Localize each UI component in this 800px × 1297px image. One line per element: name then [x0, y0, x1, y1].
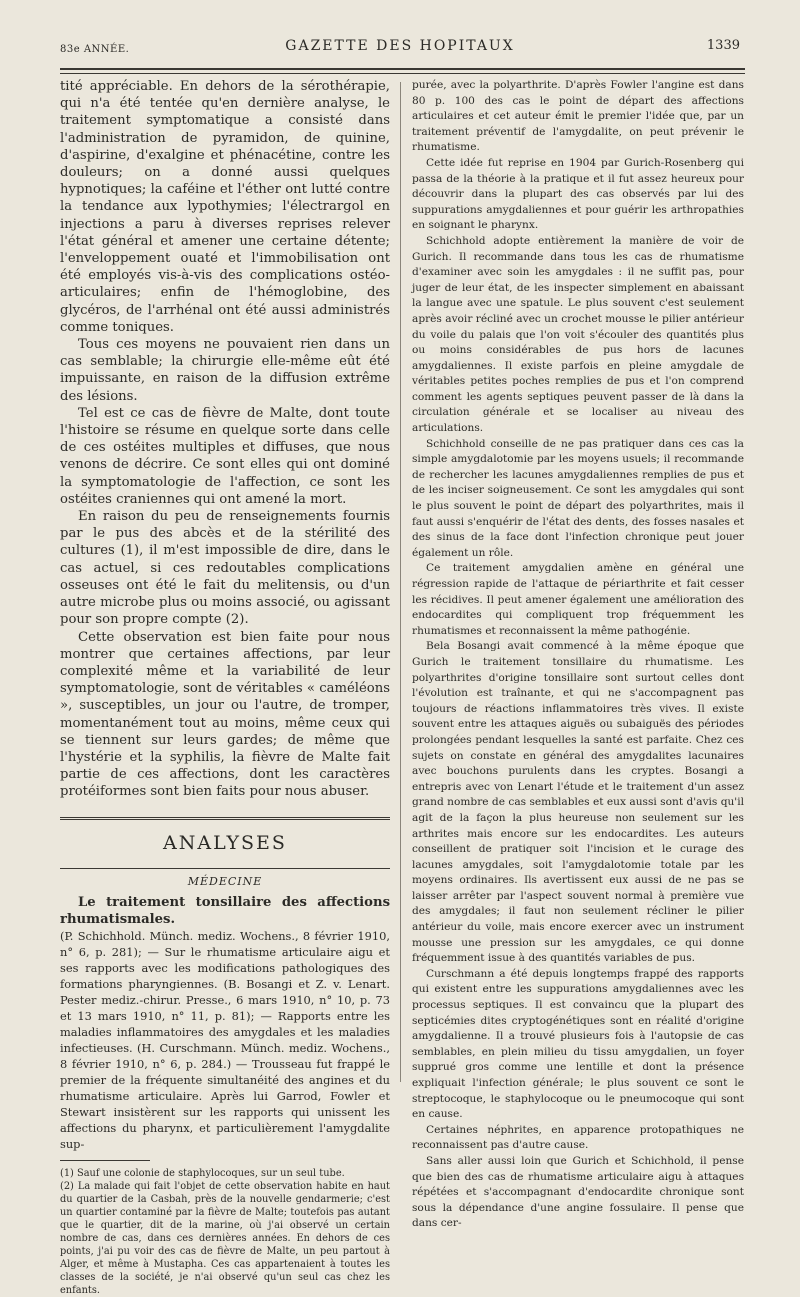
section-title: ANALYSES	[163, 831, 287, 854]
right-paragraph-6: Bela Bosangi avait commencé à la même époque que Gurich le traitement tonsillaire du rhumatisme. Les polyarthrites d'origine tonsillaire sont surtout celles dont l'évolution est traînante, et qui ne s'accompagnent pas toujours de réactions inflammatoires très vives. Il existe souvent entre les attaques aiguës ou subaiguës des périodes prolongées pendant lesquelles la santé est parfaite. Chez ces sujets on constate en général des amygdalites lacunaires avec bouchons purulents dans les cryptes. Bosangi a entrepris avec von Lenart l'étude et le traitement d'un assez grand nombre de cas semblables et eux aussi sont d'avis qu'il agit de la façon la plus heureuse non seulement sur les arthrites mais encore sur les endocardites. Les auteurs conseillent de pratiquer soit l'incision et le curage des lacunes amygdales, soit l'amygdalotomie totale par les moyens ordinaires. Ils avertissent eux aussi de ne pas se laisser arrêter par l'aspect souvent normal à première vue des amygdales; il faut non seulement récliner le pilier antérieur du voile, mais encore exercer avec un instrument mousse une pression sur les amygdales, ce qui donne fréquemment issue à des quantités variables de pus.	[412, 640, 744, 965]
right-paragraph-9: Sans aller aussi loin que Gurich et Schichhold, il pense que bien des cas de rhumatisme articulaire aigu à attaques répétées et s'accompagnant d'endocardite chronique sont sous la dépendance d'une angine fossulaire. Il pense que dans cer-	[412, 1154, 744, 1230]
right-paragraph-5: Ce traitement amygdalien amène en général une régression rapide de l'attaque de périarthrite et fait cesser les récidives. Il peut amener également une amélioration des endocardites qui compliquent trop fréquemment les rhumatismes et reconnaissent la même pathogénie.	[412, 562, 744, 637]
right-paragraph-2: Cette idée fut reprise en 1904 par Gurich-Rosenberg qui passa de la théorie à la pratique et il fut assez heureux pour découvrir dans la plupart des cas observés par lui des suppurations amygdaliennes et pour guérir les arthropathies en soignant le pharynx.	[412, 156, 744, 232]
right-paragraph-3: Schichhold adopte entièrement la manière de voir de Gurich. Il recommande dans tous les cas de rhumatisme d'examiner avec soin les amygdales : il ne suffit pas, pour juger de leur état, de les inspecter simplement en abaissant la langue avec une spatule. Le plus souvent c'est seulement après avoir récliné avec un crochet mousse le pilier antérieur du voile du palais que l'on voit s'écouler des quantités plus ou moins considérables de pus hors de lacunes amygdaliennes. Il existe parfois en pleine amygdale de véritables petites poches remplies de pus et l'on comprend comment les agents septiques peuvent passer de là dans la circulation générale et se localiser au niveau des articulations.	[412, 234, 744, 435]
right-paragraph-1: purée, avec la polyarthrite. D'après Fowler l'angine est dans 80 p. 100 des cas le point de départ des affections articulaires et cet auteur émit le premier l'idée que, par un traitement préventif de l'amygdalite, on peut prévenir le rhumatisme.	[412, 79, 744, 154]
header-rule-thin	[60, 73, 745, 74]
right-column	[412, 78, 744, 1232]
issue-number: 83e ANNÉE.	[60, 44, 130, 55]
section-subheading: MÉDECINE	[187, 874, 263, 888]
column-divider	[400, 82, 401, 1082]
left-paragraph-5: Cette observation est bien faite pour nous montrer que certaines affections, par leur complexité même et la variabilité de leur symptomatologie, sont de véritables « caméléons », susceptibles, un jour ou l'autre, de tromper, momentanément tout au moins, même ceux qui se tiennent sur leurs gardes; de même que l'hystérie et la syphilis, la fièvre de Malte fait partie de ces affections, dont les caractères protéiformes sont bien faits pour nous abuser.	[60, 629, 390, 800]
abstract-text: (P. Schichhold. Münch. mediz. Wochens., 8 février 1910, n° 6, p. 281); — Sur le rhumatisme articulaire aigu et ses rapports avec les modifications pathologiques des formations pharyngiennes. (B. Bosangi et Z. v. Lenart. Pester mediz.-chirur. Presse., 6 mars 1910, n° 10, p. 73 et 13 mars 1910, n° 11, p. 81); — Rapports entre les maladies inflammatoires des amygdales et les maladies infectieuses. (H. Curschmann. Münch. mediz. Wochens., 8 février 1910, n° 6, p. 284.) — Trousseau fut frappé le premier de la fréquente simultanéité des angines et du rhumatisme articulaire. Après lui Garrod, Fowler et Stewart insistèrent sur les rapports qui unissent les affections du pharynx, et particulièrement l'amygdalite sup-	[60, 928, 390, 1151]
abstract-title: Le traitement tonsillaire des affections rhumatismales.	[60, 894, 390, 927]
section-heading-box	[60, 817, 390, 869]
left-paragraph-4: En raison du peu de renseignements fournis par le pus des abcès et de la stérilité des cultures (1), il m'est impossible de dire, dans le cas actuel, si ces redoutables complications osseuses ont été le fait du melitensis, ou d'un autre microbe plus ou moins associé, ou agissant pour son propre compte (2).	[60, 509, 390, 628]
left-paragraph-3: Tel est ce cas de fièvre de Malte, dont toute l'histoire se résume en quelque sorte dans celle de ces ostéites multiples et diffuses, que nous venons de décrire. Ce sont elles qui ont dominé la symptomatologie de l'affection, ce sont les ostéites craniennes qui ont amené la mort.	[60, 405, 390, 507]
header-rule-thick	[60, 68, 745, 70]
page-number: 1339	[706, 38, 740, 53]
footnote-1: (1) Sauf une colonie de staphylocoques, sur un seul tube.	[60, 1167, 345, 1179]
left-paragraph-1: tité appréciable. En dehors de la sérothérapie, qui n'a été tentée qu'en dernière analyse, le traitement symptomatique a consisté dans l'administration de pyramidon, de quinine, d'aspirine, d'exalgine et phénacétine, contre les douleurs; on a donné aussi quelques hypnotiques; la caféine et l'éther ont lutté contre la tendance aux lypothymies; l'électrargol en injections a paru à diverses reprises relever l'état général et amener une certaine détente; l'enveloppement ouaté et l'immobilisation ont été employés vis-à-vis des complications ostéo-articulaires; enfin de l'hémoglobine, des glycéros, de l'arrhénal ont été aussi administrés comme toniques.	[60, 79, 390, 335]
page-header	[60, 34, 740, 58]
footnotes	[60, 1167, 390, 1297]
footnote-rule	[60, 1160, 150, 1161]
left-column	[60, 78, 390, 1297]
left-paragraph-2: Tous ces moyens ne pouvaient rien dans un cas semblable; la chirurgie elle-même eût été impuissante, en raison de la diffusion extrême des lésions.	[60, 337, 390, 404]
footnote-2: (2) La malade qui fait l'objet de cette observation habite en haut du quartier de la Casbah, près de la nouvelle gendarmerie; c'est un quartier contaminé par la fièvre de Malte; toutefois pas autant que le quartier, dit de la marine, où j'ai observé un certain nombre de cas, dans ces dernières années. En dehors de ces points, j'ai pu voir des cas de fièvre de Malte, un peu partout à Alger, et même à Mustapha. Ces cas appartenaient à toutes les classes de la société, je n'ai observé qu'un seul cas chez les enfants.	[60, 1180, 390, 1296]
right-paragraph-7: Curschmann a été depuis longtemps frappé des rapports qui existent entre les suppurations amygdaliennes avec les processus septiques. Il est convaincu que la plupart des septicémies dites cryptogénétiques sont en réalité d'origine amygdalienne. Il a trouvé plusieurs fois à l'autopsie de cas semblables, en plein milieu du tissu amygdalien, un foyer supprué gros comme une lentille et dont la présence expliquait l'infection générale; le plus souvent ce sont le streptocoque, le staphylocoque ou le pneumocoque qui sont en cause.	[412, 967, 744, 1121]
right-paragraph-4: Schichhold conseille de ne pas pratiquer dans ces cas la simple amygdalotomie par les moyens usuels; il recommande de rechercher les lacunes amygdaliennes remplies de pus et de les inciser soigneusement. Ce sont les amygdales qui sont le plus souvent le point de départ des polyarthrites, mais il faut aussi s'enquérir de l'état des dents, des fosses nasales et des sinus de la face dont l'infection chronique peut jouer également un rôle.	[412, 437, 744, 559]
right-paragraph-8: Certaines néphrites, en apparence protopathiques ne reconnaissent pas d'autre cause.	[412, 1123, 744, 1152]
journal-title: GAZETTE DES HOPITAUX	[285, 38, 515, 54]
